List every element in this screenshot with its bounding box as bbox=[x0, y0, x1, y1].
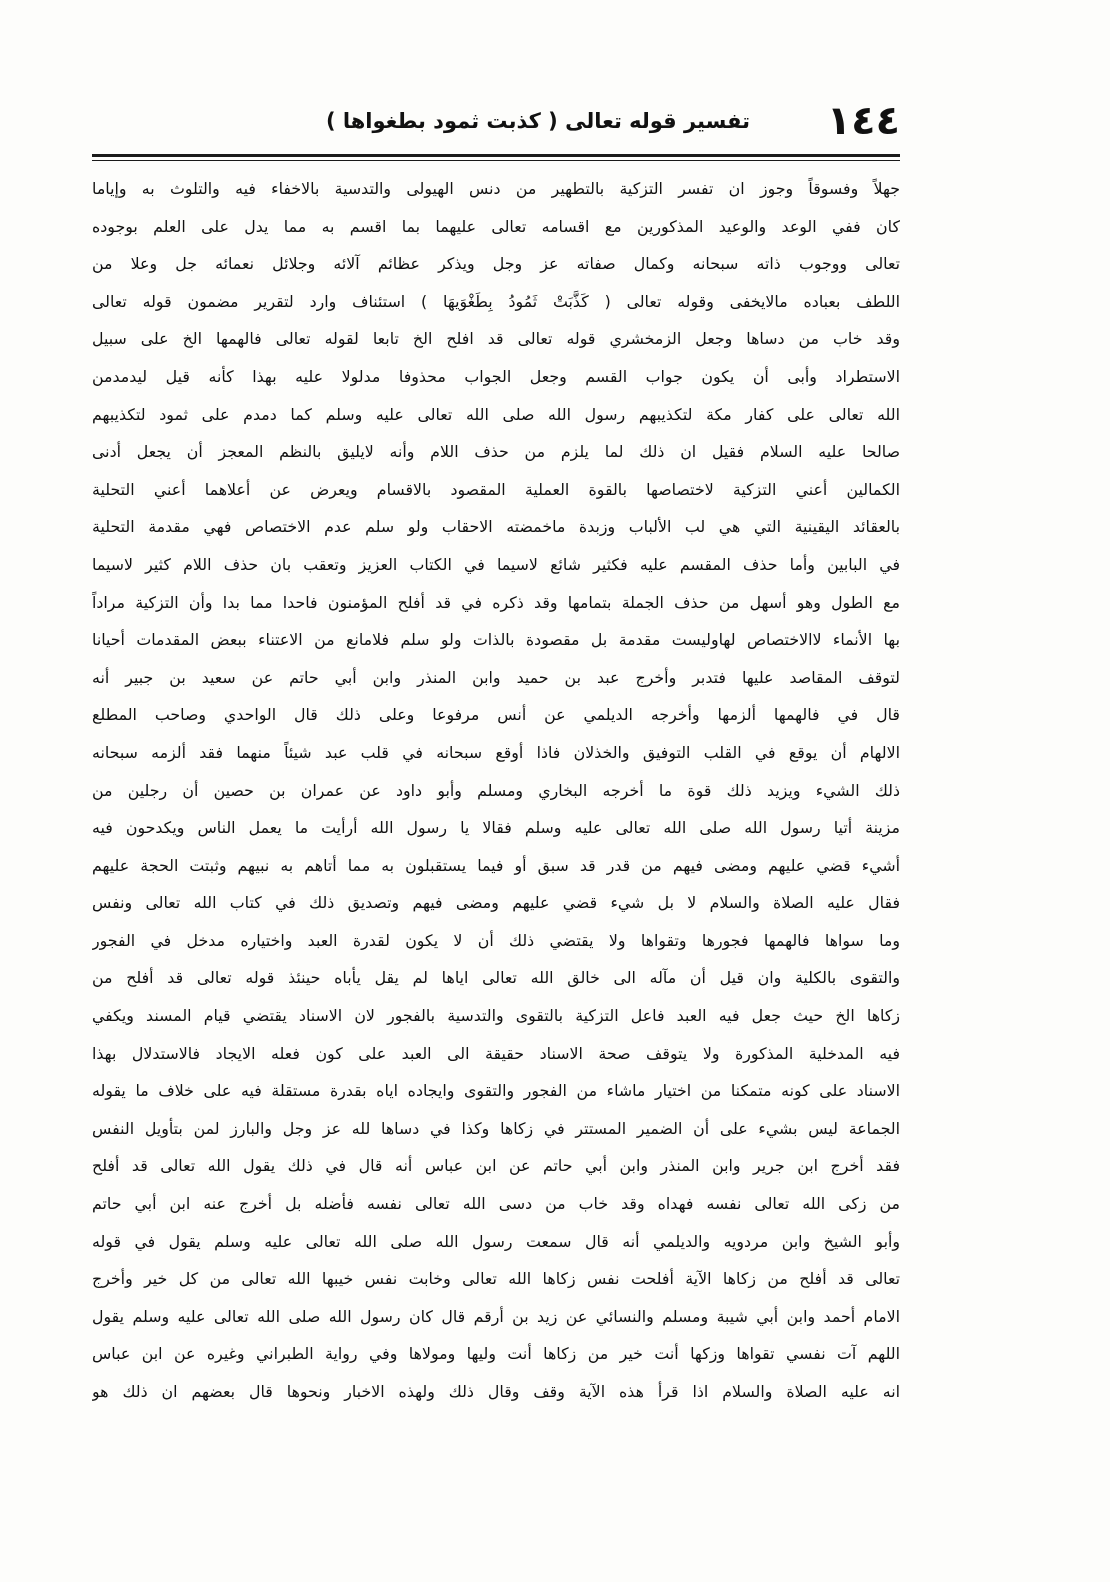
running-title: تفسير قوله تعالى ( كذبت ثمود بطغواها ) bbox=[325, 109, 750, 133]
text-line: وقد خاب من دساها وجعل الزمخشري قوله تعالى قد افلح الخ تابعا لقوله تعالى فالهمها الخ على سبيل bbox=[92, 329, 900, 349]
text-line: مزينة أتيا رسول الله صلى الله تعالى عليه وسلم فقالا يا رسول الله أرأيت ما يعمل الناس ويكدحون فيه bbox=[92, 818, 900, 838]
page-header bbox=[92, 96, 900, 150]
text-line: تعالى ووجوب ذاته سبحانه وكمال صفاته عز وجل ويذكر عظائم آلائه وجلائل نعمائه جل وعلا من bbox=[92, 254, 900, 274]
text-line: جهلاً وفسوقاً وجوز ان تفسر التزكية بالتطهير من دنس الهيولى والتدسية بالاخفاء فيه والتلوث به وإياما bbox=[92, 179, 900, 198]
text-line: الامام أحمد وابن أبي شيبة ومسلم والنسائي عن زيد بن أرقم قال كان رسول الله صلى الله تعالى عليه وسلم يقول bbox=[92, 1306, 900, 1326]
text-line: اللطف بعباده مالايخفى وقوله تعالى ( كَذَّبَتْ ثَمُودُ بِطَغْوَيهَا ) استئناف وارد لتقرير مضمون قوله تعالى bbox=[92, 291, 900, 311]
text-line: زكاها الخ حيث جعل فيه العبد فاعل التزكية بالتقوى والتدسية بالفجور لان الاسناد يقتضي قيام المسند ويكفي bbox=[92, 1006, 900, 1026]
text-line: الكمالين أعني التزكية لاختصاصها بالقوة العملية المقصود بالاقسام ويعرض عن أعلاهما أعني التحلية bbox=[92, 479, 900, 499]
text-line: في البابين وأما حذف المقسم عليه فكثير شائع لاسيما في الكتاب العزيز وتعقب بان حذف اللام كثير لاسيما bbox=[92, 554, 900, 574]
text-line: فقال عليه الصلاة والسلام لا بل شيء قضي عليهم ومضى فيهم وتصديق ذلك في كتاب الله تعالى ونفس bbox=[92, 893, 900, 913]
text-line: فيه المدخلية المذكورة ولا يتوقف صحة الاسناد حقيقة الى العبد على كون فعله الايجاد فالاستدلال بهذا bbox=[92, 1043, 900, 1063]
text-line: صالحا عليه السلام فقيل ان ذلك لما يلزم من حذف اللام وأنه لايليق بالنظم المعجز أن يجعل أدنى bbox=[92, 442, 900, 462]
text-line: بها الأنماء لاالاختصاص لهاوليست مقدمة بل مقصودة بالذات ولو سلم فلامانع من الاعتناء ببعض المقدمات أحيانا bbox=[92, 630, 900, 650]
text-line: الاستطراد وأبى أن يكون جواب القسم وجعل الجواب محذوفا مدلولا عليه بهذا كأنه قيل ليدمدمن bbox=[92, 366, 900, 386]
text-body bbox=[92, 170, 900, 1411]
text-line: من زكى الله تعالى نفسه فهداه وقد خاب من دسى الله تعالى نفسه فأضله بل أخرج عنه ابن أبي حاتم bbox=[92, 1194, 900, 1214]
text-line: قال في فالهمها ألزمها وأخرجه الديلمي عن أنس مرفوعا وعلى ذلك قال الواحدي وصاحب المطلع bbox=[92, 705, 900, 725]
text-line: بالعقائد اليقينية التي هي لب الألباب وزبدة ماخمضته الاحقاب ولو سلم عدم الاختصاص فهي مقدمة التحلية bbox=[92, 517, 900, 537]
text-line: الاسناد على كونه متمكنا من اختيار ماشاء من الفجور والتقوى وايجاده اياه بقدرة مستقلة فيه على خلاف ما يقوله bbox=[92, 1081, 900, 1101]
header-rule-thin bbox=[92, 160, 900, 161]
text-line: الجماعة ليس بشيء على أن الضمير المستتر في زكاها وكذا في دساها لله عز وجل والبارز لمن بتأويل النفس bbox=[92, 1118, 900, 1138]
text-line: فقد أخرج ابن جرير وابن المنذر وابن أبي حاتم عن ابن عباس أنه قال في ذلك يقول الله تعالى قد أفلح bbox=[92, 1156, 900, 1176]
text-line: كان ففي الوعد والوعيد المذكورين مع اقسامه تعالى عليهما بما اقسم به مما يدل على العلم بوجوده bbox=[92, 216, 900, 236]
text-line: ذلك الشيء ويزيد ذلك قوة ما أخرجه البخاري ومسلم وأبو داود عن عمران بن حصين أن رجلين من bbox=[92, 780, 900, 800]
text-line: الله تعالى على كفار مكة لتكذيبهم رسول الله صلى الله تعالى عليه وسلم كما دمدم على ثمود لتكذيبهم bbox=[92, 404, 900, 424]
text-line: تعالى قد أفلح من زكاها الآية أفلحت نفس زكاها الله تعالى وخابت نفس خيبها الله تعالى من كل خير وأخرج bbox=[92, 1269, 900, 1289]
text-line: اللهم آت نفسي تقواها وزكها أنت خير من زكاها أنت وليها ومولاها وفي رواية الطبراني وغيره عن ابن عباس bbox=[92, 1344, 900, 1364]
text-line: والتقوى بالكلية وان قيل أن مآله الى خالق الله تعالى اياها لم يقل يأباه حينئذ قوله تعالى قد أفلح من bbox=[92, 968, 900, 988]
text-line: انه عليه الصلاة والسلام اذا قرأ هذه الآية وقف وقال ذلك ولهذه الاخبار ونحوها قال بعضهم ان ذلك هو bbox=[92, 1382, 900, 1401]
text-line: مع الطول وهو أسهل من حذف الجملة بتمامها وقد ذكره في قد أفلح المؤمنون فاحدا مما بدا وأن التزكية مراداً bbox=[92, 592, 900, 612]
text-line: لتوقف المقاصد عليها فتدبر وأخرج عبد بن حميد وابن المنذر وابن أبي حاتم عن سعيد بن جبير أنه bbox=[92, 667, 900, 687]
text-line: الالهام أن يوقع في القلب التوفيق والخذلان فاذا أوقع سبحانه في قلب عبد شيئاً منهما فقد ألزمه سبحانه bbox=[92, 742, 900, 762]
page-number: ١٤٤ bbox=[826, 98, 900, 144]
header-rule-thick bbox=[92, 154, 900, 157]
text-line: وأبو الشيخ وابن مردويه والديلمي أنه قال سمعت رسول الله صلى الله تعالى عليه وسلم يقول في قوله bbox=[92, 1231, 900, 1251]
text-line: أشيء قضي عليهم ومضى فيهم من قدر قد سبق أو فيما يستقبلون به مما أتاهم به نبيهم وثبتت الحجة عليهم bbox=[92, 855, 900, 875]
text-line: وما سواها فالهمها فجورها وتقواها ولا يقتضي ذلك أن لا يكون لقدرة العبد واختياره مدخل في الفجور bbox=[92, 930, 900, 950]
